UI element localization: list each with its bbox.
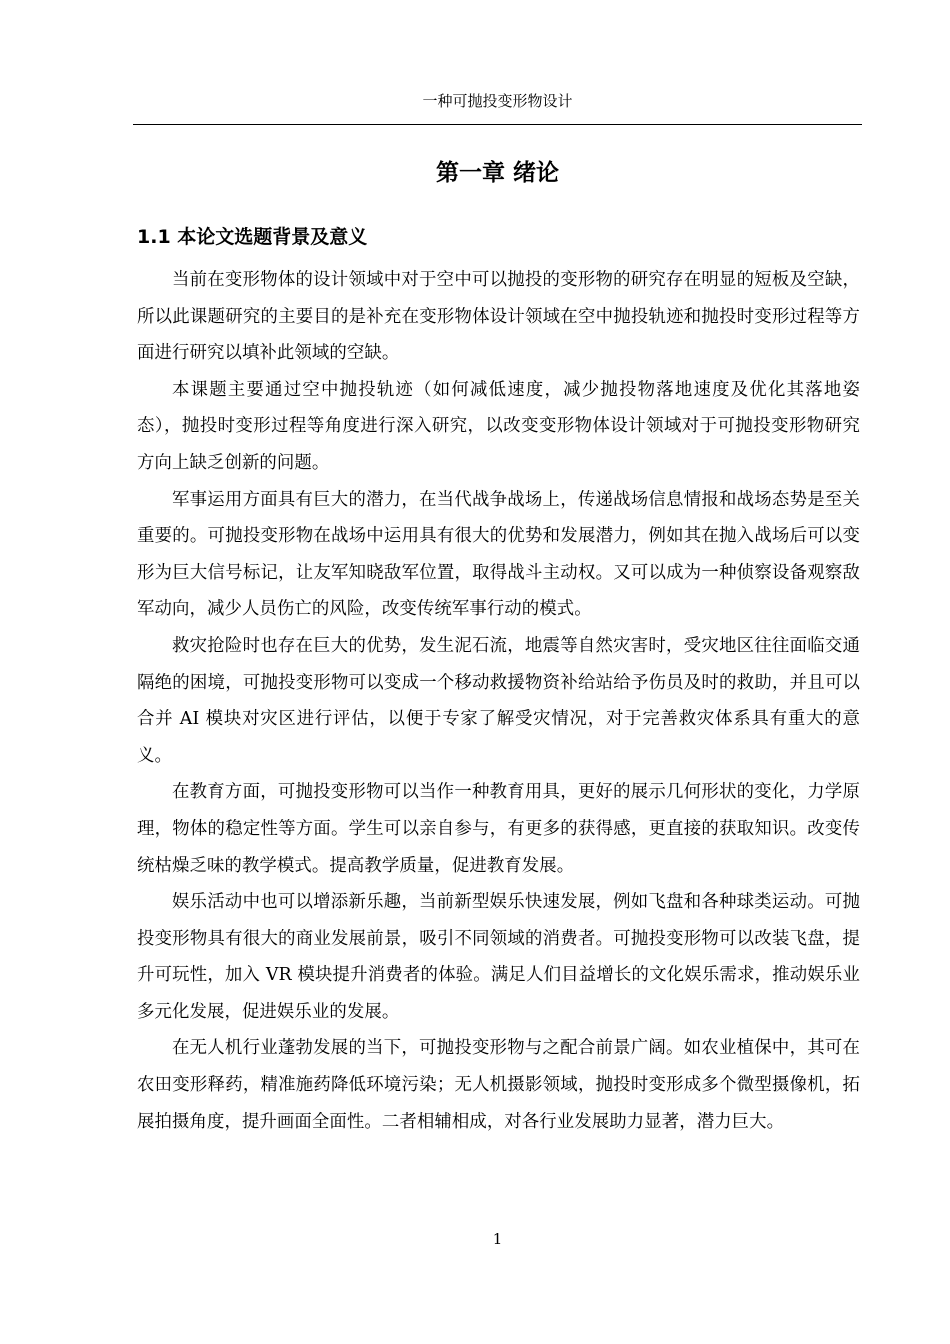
header-divider (133, 124, 862, 125)
paragraph: 军事运用方面具有巨大的潜力，在当代战争战场上，传递战场信息情报和战场态势是至关重要的。可抛投变形物在战场中运用具有很大的优势和发展潜力，例如其在抛入战场后可以变形为巨大信号标记，让友军知晓敌军位置，取得战斗主动权。又可以成为一种侦察设备观察敌军动向，减少人员伤亡的风险，改变传统军事行动的模式。 (137, 489, 860, 620)
paragraph: 在无人机行业蓬勃发展的当下，可抛投变形物与之配合前景广阔。如农业植保中，其可在农田变形释药，精准施药降低环境污染；无人机摄影领域，抛投时变形成多个微型摄像机，拓展拍摄角度，提升画面全面性。二者相辅相成，对各行业发展助力显著，潜力巨大。 (137, 1038, 860, 1132)
paragraph: 当前在变形物体的设计领域中对于空中可以抛投的变形物的研究存在明显的短板及空缺，所以此课题研究的主要目的是补充在变形物体设计领域在空中抛投轨迹和抛投时变形过程等方面进行研究以填补此领域的空缺。 (137, 270, 860, 364)
paragraph: 本课题主要通过空中抛投轨迹（如何减低速度，减少抛投物落地速度及优化其落地姿态），抛投时变形过程等角度进行深入研究，以改变变形物体设计领域对于可抛投变形物研究方向上缺乏创新的问题。 (137, 379, 860, 473)
running-header: 一种可抛投变形物设计 (422, 92, 573, 110)
section-heading: 1.1 本论文选题背景及意义 (137, 226, 368, 248)
paragraph: 娱乐活动中也可以增添新乐趣，当前新型娱乐快速发展，例如飞盘和各种球类运动。可抛投变形物具有很大的商业发展前景，吸引不同领域的消费者。可抛投变形物可以改装飞盘，提升可玩性，加入 VR 模块提升消费者的体验。满足人们目益增长的文化娱乐需求，推动娱乐业多元化发展，促进娱乐业的发展。 (137, 892, 860, 1022)
body-text (137, 262, 860, 1140)
paragraph: 救灾抢险时也存在巨大的优势，发生泥石流，地震等自然灾害时，受灾地区往往面临交通隔绝的困境，可抛投变形物可以变成一个移动救援物资补给站给予伤员及时的救助，并且可以合并 AI 模块对灾区进行评估，以便于专家了解受灾情况，对于完善救灾体系具有重大的意义。 (137, 635, 860, 766)
paragraph: 在教育方面，可抛投变形物可以当作一种教育用具，更好的展示几何形状的变化，力学原理，物体的稳定性等方面。学生可以亲自参与，有更多的获得感，更直接的获取知识。改变传统枯燥乏味的教学模式。提高教学质量，促进教育发展。 (137, 782, 860, 876)
page-number: 1 (492, 1230, 503, 1248)
chapter-title: 第一章 绪论 (435, 160, 559, 186)
